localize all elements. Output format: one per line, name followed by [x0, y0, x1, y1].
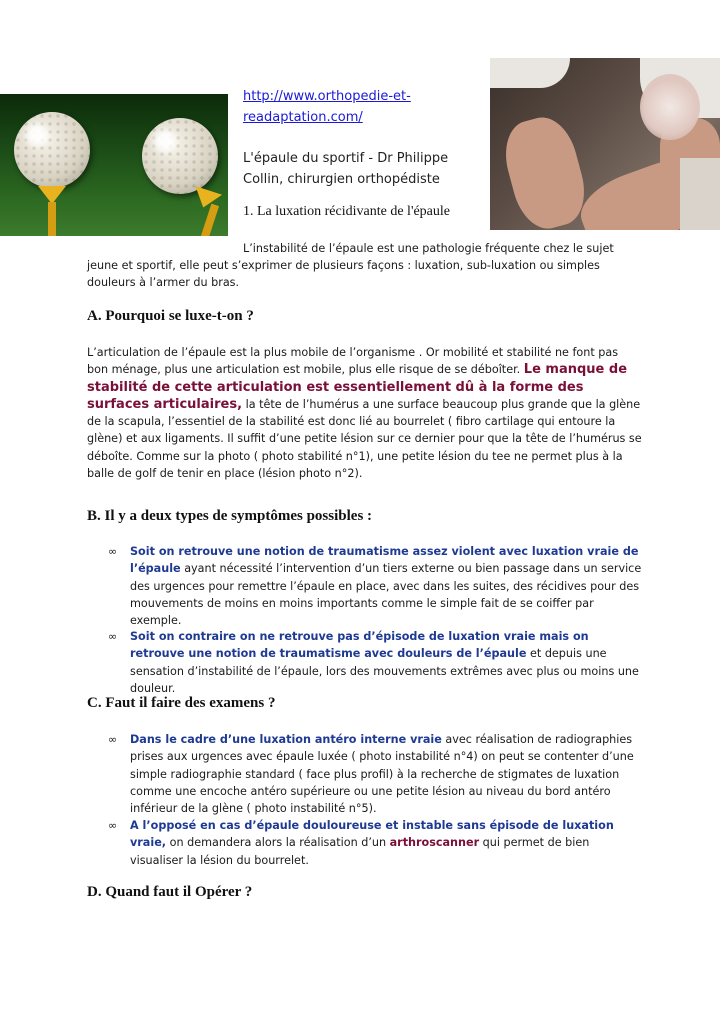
shoulder-photo: [490, 58, 720, 230]
section-c-item-2: ∞ A l’opposé en cas d’épaule douloureuse et instable sans épisode de luxation vraie, on demandera alors la réalisation d’un arthroscanner qui permet de bien visualiser la lésion du bourrelet.: [108, 819, 614, 867]
arthroscanner-keyword: arthroscanner: [389, 836, 480, 850]
section-a-paragraph: L’articulation de l’épaule est la plus mobile de l’organisme . Or mobilité et stabilité ne font pas bon ménage, plus une articulation est mobile, plus elle risque de se déboîter. Le manque de stabilité de cette articulation est essentiellement dû à la forme des surfaces articulaires, la tête de l’humérus a une surface beaucoup plus grande que la glène de la scapula, l’essentiel de la stabilité est donc lié au bourrelet ( fibro cartilage qui entoure la glène) et aux ligaments. Il suffit d’une petite lésion sur ce dernier pour que la tête de l’humérus se déboîte. Comme sur la photo ( photo stabilité n°1), une petite lésion du tee ne permet plus à la balle de golf de tenir en place (lésion photo n°2).: [87, 346, 642, 481]
infinity-bullet-icon: ∞: [108, 630, 118, 643]
section-b-title: B. Il y a deux types de symptômes possibles :: [87, 508, 373, 524]
section-c-title: C. Faut il faire des examens ?: [87, 695, 276, 711]
intro-first-line: L’instabilité de l’épaule est une pathologie fréquente chez le sujet: [243, 242, 614, 255]
intro-paragraph: jeune et sportif, elle peut s’exprimer de plusieurs façons : luxation, sub-luxation ou simples douleurs à l’armer du bras.: [87, 259, 600, 290]
infinity-bullet-icon: ∞: [108, 545, 118, 558]
section-b-item-2: ∞ Soit on contraire on ne retrouve pas d’épisode de luxation vraie mais on retrouve une notion de traumatisme avec douleurs de l’épaule et depuis une sensation d’instabilité de l’épaule, lors des mouvements extrêmes avec plus ou moins une douleur.: [108, 630, 639, 695]
document-subtitle: L'épaule du sportif - Dr Philippe Collin, chirurgien orthopédiste: [243, 151, 449, 187]
chapter-title: 1. La luxation récidivante de l'épaule: [243, 204, 450, 219]
source-link[interactable]: http://www.orthopedie-et- readaptation.com/: [243, 89, 411, 125]
infinity-bullet-icon: ∞: [108, 819, 118, 832]
infinity-bullet-icon: ∞: [108, 733, 118, 746]
section-a-title: A. Pourquoi se luxe-t-on ?: [87, 308, 254, 324]
golf-balls-photo: [0, 94, 228, 236]
stability-highlight: Le manque de stabilité de cette articulation est essentiellement dû à la forme des surfaces articulaires,: [87, 362, 628, 412]
section-b-item-1: ∞ Soit on retrouve une notion de traumatisme assez violent avec luxation vraie de l’épaule ayant nécessité l’intervention d’un tiers externe ou bien passage dans un service des urgences pour remettre l’épaule en place, avec dans les suites, des récidives pour des mouvements de moins en moins importants comme le simple fait de se coiffer par exemple.: [108, 545, 642, 628]
section-c-item-1: ∞ Dans le cadre d’une luxation antéro interne vraie avec réalisation de radiographies prises aux urgences avec épaule luxée ( photo instabilité n°4) on peut se contenter d’une simple radiographie standard ( face plus profil) à la recherche de stigmates de luxation comme une encoche antéro supérieure ou une petite lésion au niveau du bord antéro inférieur de la glène ( photo instabilité n°5).: [108, 733, 634, 816]
section-d-title: D. Quand faut il Opérer ?: [87, 884, 253, 900]
